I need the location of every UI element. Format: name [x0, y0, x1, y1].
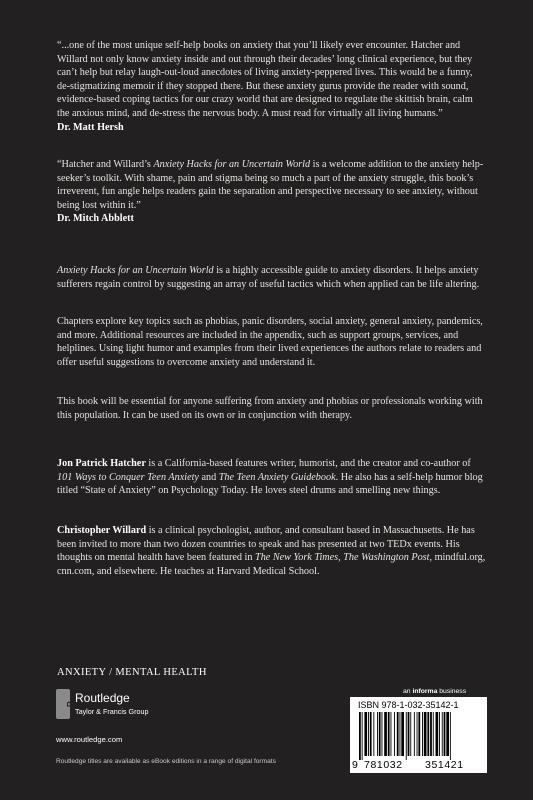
barcode-stripe	[446, 712, 449, 756]
description-paragraph-2	[57, 315, 487, 369]
informa-business-label	[403, 688, 466, 695]
informa-suffix: business	[437, 688, 467, 695]
subject-category: ANXIETY / MENTAL HEALTH	[57, 667, 207, 678]
quote-text-after: is a welcome addition to the anxiety help-seeker’s toolkit. With shame, pain and stigma being so much a part of the anxiety struggle, this book’s irreverent, fun angle helps readers gain the separation and perspective necessary to see anxiety, without being lost within it.”	[57, 159, 484, 211]
publisher-website: www.routledge.com	[56, 735, 123, 744]
informa-prefix: an	[403, 688, 413, 695]
quote-author: Dr. Mitch Abblett	[57, 213, 134, 225]
publisher-logo	[56, 689, 149, 725]
review-quote-abblett	[57, 158, 487, 226]
author-bio-hatcher	[57, 457, 487, 498]
barcode-stripe	[379, 712, 381, 756]
barcode-stripe	[377, 712, 378, 756]
publication-title: The Washington Post	[343, 552, 430, 564]
barcode-stripe	[384, 712, 387, 756]
bio-text: , mindful.org, cnn.com, and elsewhere. He teaches at Harvard Medical School.	[57, 552, 486, 577]
routledge-r-icon: R	[56, 689, 70, 719]
barcode-stripe	[370, 712, 372, 756]
barcode-stripe	[373, 712, 374, 756]
barcode-stripe	[382, 712, 383, 756]
barcode-stripe	[388, 712, 390, 756]
quote-text	[57, 158, 487, 212]
author-name: Christopher Willard	[57, 525, 147, 536]
bio-text: and	[198, 471, 219, 483]
publisher-subtitle: Taylor & Francis Group	[75, 707, 149, 716]
barcode-stripe	[394, 712, 395, 756]
quote-book-title: Anxiety Hacks for an Uncertain World	[153, 159, 311, 170]
barcode-digit-group-1: 781032	[364, 759, 403, 771]
description-text: Chapters explore key topics such as phobias, panic disorders, social anxiety, general anxiety, pandemics, and more. Additional resources are included in the appendix, such as support groups, services, and helplines. Using light humor and examples from their lived experiences the authors relate to readers and offer useful suggestions to overcome anxiety and understand it.	[57, 316, 483, 368]
barcode-stripe	[401, 712, 404, 756]
barcode-stripe	[391, 712, 392, 756]
description-paragraph-3	[57, 395, 487, 422]
barcode-stripe	[422, 712, 423, 756]
bio-text: . He also has a self-help humor blog titled “State of Anxiety” on Psychology Today. He loves steel drums and smelling new things.	[57, 471, 483, 497]
barcode-stripe	[444, 712, 446, 756]
barcode-digits	[352, 759, 485, 771]
description-paragraph-1	[57, 264, 487, 291]
barcode-stripe	[362, 712, 363, 760]
bio-text: ,	[338, 552, 344, 564]
book-title: 101 Ways to Conquer Teen Anxiety	[57, 471, 199, 483]
barcode-stripe	[410, 712, 411, 756]
author-bio-willard	[57, 524, 487, 578]
isbn-label: ISBN 978-1-032-35142-1	[358, 700, 459, 710]
author-name: Jon Patrick Hatcher	[57, 458, 146, 469]
book-title: Anxiety Hacks for an Uncertain World	[57, 265, 214, 276]
barcode-digit-first: 9	[352, 759, 359, 771]
publisher-name: Routledge	[75, 691, 130, 705]
barcode-stripe	[436, 712, 439, 756]
informa-word: informa	[412, 688, 438, 695]
barcode-stripe	[400, 712, 401, 756]
barcode-stripe	[359, 712, 361, 760]
bio-text: is a clinical psychologist, author, and consultant based in Massachusetts. He has been invited to more than two dozen countries to speak and has presented at two TEDx events. His thoughts on mental health have been featured in	[57, 525, 475, 564]
barcode-stripe	[368, 712, 369, 756]
barcode-panel	[350, 697, 487, 773]
barcode-stripe	[442, 712, 443, 756]
bio-text: is a California-based features writer, humorist, and the creator and co-author of	[145, 458, 471, 469]
quote-text: “...one of the most unique self-help books on anxiety that you’ll likely ever encounter. Hatcher and Willard not only know anxiety inside and out through their decades’ long clinical experience, but they can’t help but relay laugh-out-loud anecdotes of living anxiety-peppered lives. This would be a funny, de-stigmatizing memoir if they stopped there. But these anxiety gurus provide the reader with sound, evidence-based coping tactics for our crazy world that are designed to regulate the skittish brain, calm the anxious mind, and de-stress the nervous body. A must read for virtually all living humans.”	[57, 40, 473, 119]
barcode-stripe	[450, 712, 451, 760]
barcode-stripe	[433, 712, 434, 756]
barcode-stripe	[417, 712, 418, 756]
barcode-stripe	[430, 712, 432, 756]
quote-text-before: “Hatcher and Willard’s	[57, 159, 154, 170]
barcode-stripe	[406, 712, 407, 760]
barcode-stripe	[439, 712, 440, 756]
barcode-stripe	[427, 712, 429, 756]
description-text: This book will be essential for anyone suffering from anxiety and phobias or professionals working with this population. It can be used on its own or in conjunction with therapy.	[57, 396, 483, 421]
barcode-stripe	[364, 712, 367, 756]
barcode-stripe	[424, 712, 427, 756]
barcode-stripe	[414, 712, 415, 756]
barcode-icon	[358, 712, 479, 760]
publication-title: The New York Times	[255, 552, 339, 564]
book-title: The Teen Anxiety Guidebook	[218, 471, 336, 483]
barcode-stripe	[397, 712, 399, 756]
ebook-note: Routledge titles are available as eBook editions in a range of digital formats	[56, 758, 276, 765]
barcode-digit-group-2: 351421	[425, 759, 464, 771]
description-text: is a highly accessible guide to anxiety disorders. It helps anxiety sufferers regain control by suggesting an array of useful tactics which when applied can be life altering.	[57, 265, 480, 290]
review-quote-hersh	[57, 39, 487, 134]
quote-author: Dr. Matt Hersh	[57, 121, 124, 133]
barcode-stripe	[418, 712, 420, 756]
barcode-stripe	[408, 712, 410, 756]
